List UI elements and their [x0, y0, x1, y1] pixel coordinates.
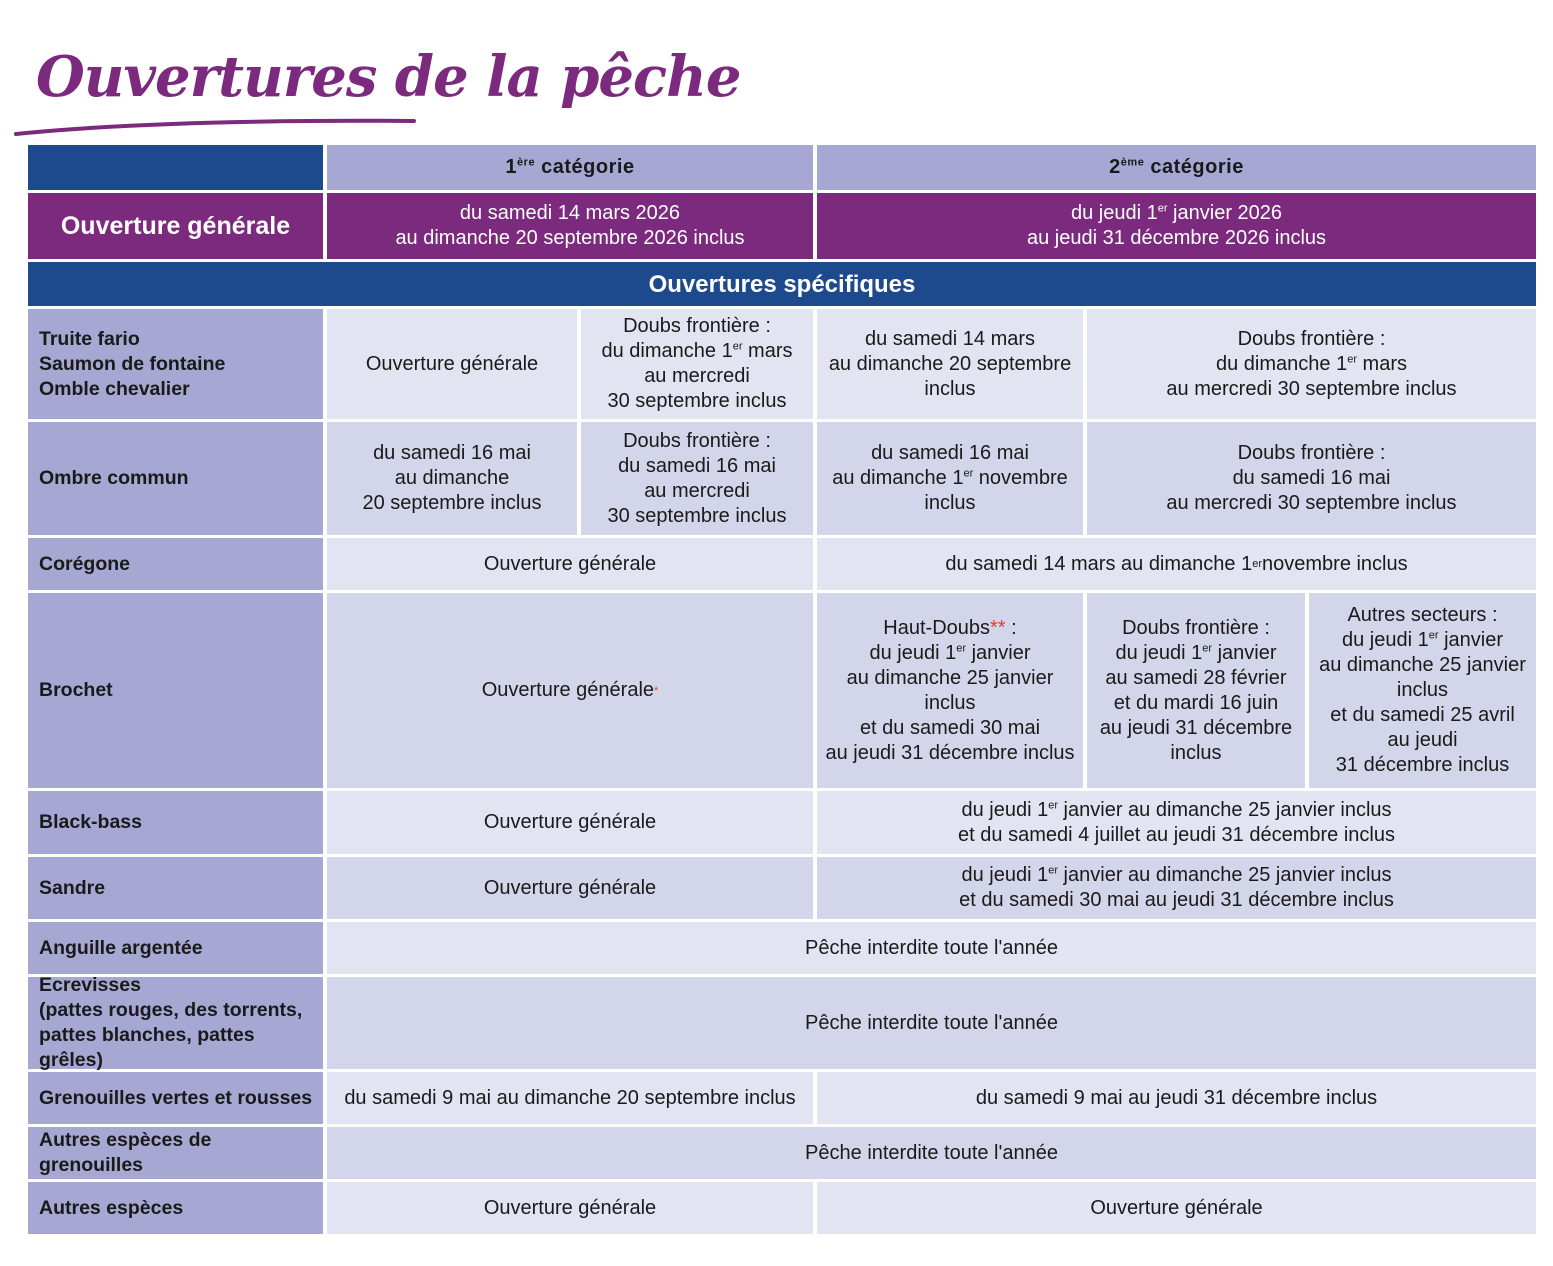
general-opening-label: Ouverture générale: [28, 193, 323, 259]
autres-grenouilles-value: Pêche interdite toute l'année: [327, 1127, 1536, 1179]
cell-line: au mercredi 30 septembre inclus: [1166, 492, 1457, 514]
cell-line: du jeudi 1er janvier: [1341, 629, 1503, 651]
cell-line: du jeudi 1er janvier au dimanche 25 janvier inclus: [961, 798, 1392, 821]
cell-line: et du samedi 4 juillet au jeudi 31 décembre inclus: [958, 823, 1395, 846]
cell-line: au dimanche: [394, 467, 510, 489]
cell-text: Haut-Doubs: [883, 616, 990, 639]
cell-line: du samedi 16 mai: [618, 454, 776, 477]
label-line: pattes blanches, pattes grêles): [39, 1024, 255, 1071]
autres-cat1: Ouverture générale: [327, 1182, 813, 1234]
cell-line: [883, 616, 1016, 641]
header-category-2: 2ème catégorie: [817, 145, 1536, 190]
label-line: Omble chevalier: [39, 377, 190, 400]
header-category-1: 1ère catégorie: [327, 145, 813, 190]
header-corner: [28, 145, 323, 190]
row-label-coregone: Corégone: [28, 538, 323, 590]
brochet-cat2-haut-doubs: [817, 593, 1083, 788]
cell-line: au mercredi: [644, 365, 750, 387]
cell-line: au dimanche 25 janvier: [846, 666, 1054, 689]
cell-line: du dimanche 1er mars: [1216, 352, 1407, 375]
cell-line: du samedi 16 mai: [871, 442, 1029, 464]
general-cat1-line: du samedi 14 mars 2026: [459, 202, 681, 224]
general-cat2-line: du jeudi 1er janvier 2026: [1070, 202, 1283, 224]
cell-line: Doubs frontière :: [1237, 327, 1386, 350]
label-line: Ecrevisses: [39, 974, 141, 996]
brochet-cat1: Ouverture générale *: [327, 593, 813, 788]
general-cat2-line: au jeudi 31 décembre 2026 inclus: [1026, 227, 1327, 249]
blackbass-cat2: [817, 791, 1536, 854]
ombre-cat1-doubs: [581, 422, 813, 535]
fishing-openings-table: [28, 145, 1526, 1237]
row-label-ecrevisses: [28, 974, 323, 1071]
ecrevisses-value: Pêche interdite toute l'année: [327, 977, 1536, 1069]
page-title: Ouvertures de la pêche: [36, 44, 741, 110]
brochet-cat2-doubs: [1087, 593, 1305, 788]
row-label-ombre: Ombre commun: [28, 422, 323, 535]
cell-line: Autres secteurs :: [1347, 604, 1498, 626]
brochet-cat2-autres: [1309, 593, 1536, 788]
title-area: [14, 44, 741, 144]
cell-line: et du samedi 30 mai: [859, 716, 1041, 739]
grenouilles-cat2: du samedi 9 mai au jeudi 31 décembre inclus: [817, 1072, 1536, 1124]
sandre-cat1: Ouverture générale: [327, 857, 813, 919]
cell-line: et du mardi 16 juin: [1113, 691, 1279, 714]
general-cat1-line: au dimanche 20 septembre 2026 inclus: [395, 227, 745, 249]
cell-line: inclus: [924, 377, 976, 400]
cell-line: du jeudi 1er janvier: [1115, 641, 1277, 664]
cell-line: du jeudi 1er janvier au dimanche 25 janvier inclus: [961, 864, 1392, 886]
cell-line: 30 septembre inclus: [607, 504, 787, 527]
cell-line: au dimanche 20 septembre: [828, 352, 1072, 375]
cell-line: au dimanche 1er novembre: [832, 467, 1068, 489]
cell-line: inclus: [1170, 741, 1222, 764]
cell-text: :: [1005, 616, 1017, 639]
ombre-cat2-general: [817, 422, 1083, 535]
ombre-cat2-doubs: [1087, 422, 1536, 535]
coregone-cat2: du samedi 14 mars au dimanche 1 er novembre inclus: [817, 538, 1536, 590]
cell-line: Doubs frontière :: [1122, 616, 1270, 639]
truite-cat2-general: [817, 309, 1083, 419]
cell-text: Ouverture générale: [481, 679, 655, 701]
row-label-grenouilles: Grenouilles vertes et rousses: [28, 1072, 323, 1124]
sandre-cat2: [817, 857, 1536, 919]
row-label-anguille: Anguille argentée: [28, 922, 323, 974]
cell-line: Doubs frontière :: [623, 315, 771, 337]
label-line: Truite fario: [39, 327, 140, 350]
cell-line: du jeudi 1er janvier: [869, 641, 1031, 664]
row-label-truite: [28, 309, 323, 419]
general-opening-cat1: [327, 193, 813, 259]
row-label-autres: Autres espèces: [28, 1182, 323, 1234]
row-label-blackbass: Black-bass: [28, 791, 323, 854]
truite-cat1-general: Ouverture générale: [327, 309, 577, 419]
cell-line: du samedi 16 mai: [1232, 467, 1391, 489]
footnote-mark: **: [990, 616, 1006, 639]
cell-line: au mercredi: [644, 479, 750, 502]
cell-line: 30 septembre inclus: [607, 390, 787, 412]
general-opening-cat2: [817, 193, 1536, 259]
cell-line: du samedi 14 mars: [864, 327, 1036, 350]
cell-line: Doubs frontière :: [1237, 442, 1386, 464]
cell-line: et du samedi 25 avril: [1330, 704, 1515, 726]
truite-cat2-doubs: [1087, 309, 1536, 419]
cell-line: au dimanche 25 janvier: [1319, 654, 1526, 676]
specific-openings-banner: Ouvertures spécifiques: [28, 262, 1536, 306]
row-label-sandre: Sandre: [28, 857, 323, 919]
cell-line: inclus: [1396, 679, 1449, 701]
row-label-brochet: Brochet: [28, 593, 323, 788]
cell-line: au jeudi 31 décembre: [1099, 716, 1293, 739]
cell-line: Doubs frontière :: [623, 429, 771, 452]
coregone-cat1: Ouverture générale: [327, 538, 813, 590]
cell-line: 20 septembre inclus: [362, 492, 542, 514]
cell-line: au samedi 28 février: [1105, 666, 1287, 689]
cell-line: inclus: [924, 492, 976, 514]
cell-line: au jeudi 31 décembre inclus: [825, 741, 1075, 764]
cell-line: et du samedi 30 mai au jeudi 31 décembre inclus: [959, 889, 1394, 911]
cell-line: inclus: [924, 691, 976, 714]
autres-cat2: Ouverture générale: [817, 1182, 1536, 1234]
label-line: (pattes rouges, des torrents,: [39, 999, 303, 1021]
cell-line: du samedi 16 mai: [373, 442, 531, 464]
label-line: Saumon de fontaine: [39, 352, 226, 375]
cell-line: 31 décembre inclus: [1335, 754, 1510, 776]
grenouilles-cat1: du samedi 9 mai au dimanche 20 septembre inclus: [327, 1072, 813, 1124]
anguille-value: Pêche interdite toute l'année: [327, 922, 1536, 974]
cell-line: au mercredi 30 septembre inclus: [1166, 377, 1457, 400]
cell-line: au jeudi: [1387, 729, 1458, 751]
ombre-cat1-general: [327, 422, 577, 535]
truite-cat1-doubs: [581, 309, 813, 419]
blackbass-cat1: Ouverture générale: [327, 791, 813, 854]
row-label-autres-grenouilles: Autres espèces de grenouilles: [28, 1127, 323, 1179]
cell-line: du dimanche 1er mars: [601, 340, 793, 362]
